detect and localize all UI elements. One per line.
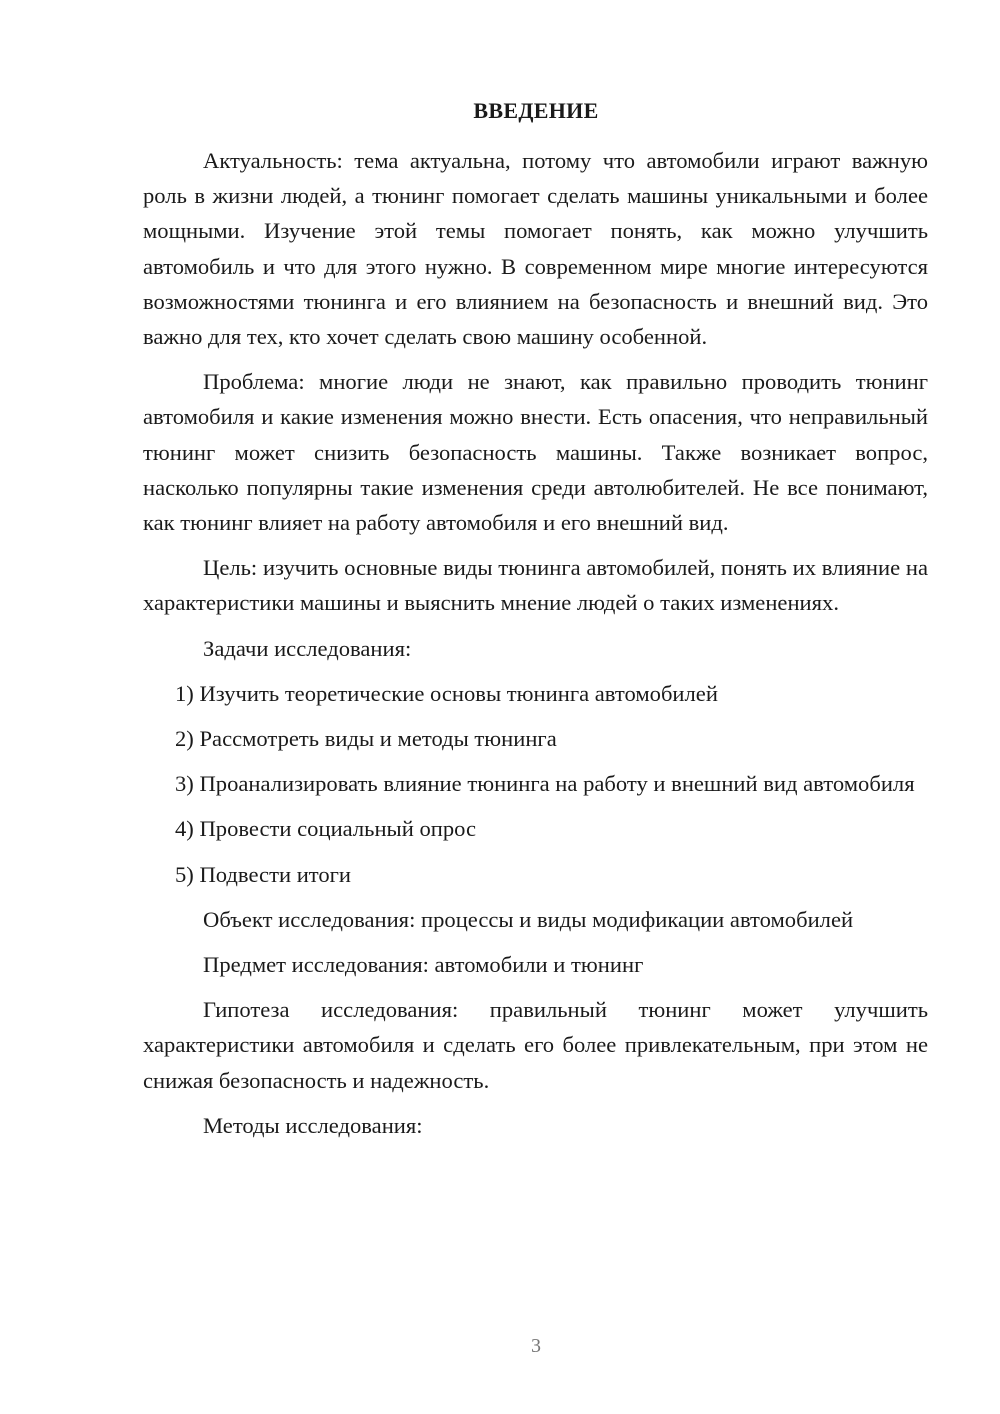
subject-paragraph: Предмет исследования: автомобили и тюнинг: [203, 952, 644, 978]
task-item: 2) Рассмотреть виды и методы тюнинга: [175, 726, 557, 752]
problem-paragraph: Проблема: многие люди не знают, как правильно проводить тюнинг автомобиля и какие изменения можно внести. Есть опасения, что неправильный тюнинг может снизить безопасность машины. Также возникает вопрос, насколько популярны такие изменения среди автолюбителей. Не все понимают, как тюнинг влияет на работу автомобиля и его внешний вид.: [143, 369, 928, 536]
object-paragraph: Объект исследования: процессы и виды модификации автомобилей: [203, 906, 854, 932]
goal-paragraph: Цель: изучить основные виды тюнинга автомобилей, понять их влияние на характеристики машины и выяснить мнение людей о таких изменениях.: [143, 555, 928, 616]
task-item: 4) Провести социальный опрос: [175, 816, 477, 842]
hypothesis-paragraph: Гипотеза исследования: правильный тюнинг может улучшить характеристики автомобиля и сделать его более привлекательным, при этом не снижая безопасность и надежность.: [143, 997, 928, 1093]
relevance-paragraph: Актуальность: тема актуальна, потому что автомобили играют важную роль в жизни людей, а тюнинг помогает сделать машины уникальными и более мощными. Изучение этой темы помогает понять, как можно улучшить автомобиль и что для этого нужно. В современном мире многие интересуются возможностями тюнинга и его влиянием на безопасность и внешний вид. Это важно для тех, кто хочет сделать свою машину особенной.: [143, 148, 928, 350]
page-number: 3: [531, 1335, 541, 1357]
task-item: 1) Изучить теоретические основы тюнинга автомобилей: [175, 680, 718, 706]
task-item: 5) Подвести итоги: [175, 861, 352, 887]
tasks-heading: Задачи исследования:: [203, 635, 412, 661]
document-body: [143, 143, 928, 1143]
methods-paragraph: Методы исследования:: [203, 1112, 423, 1138]
task-item: 3) Проанализировать влияние тюнинга на работу и внешний вид автомобиля: [175, 771, 915, 797]
section-heading: ВВЕДЕНИЕ: [473, 98, 599, 123]
